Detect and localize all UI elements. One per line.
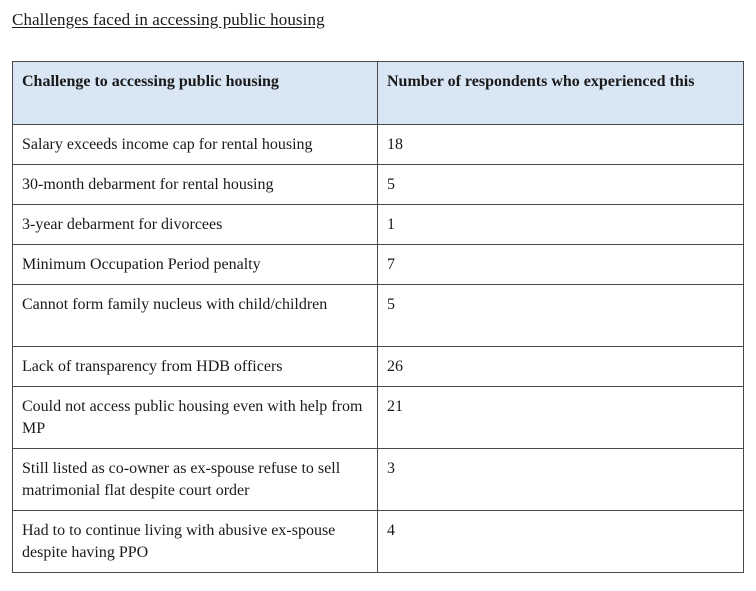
table-row: [13, 387, 744, 449]
table-row: [13, 511, 744, 573]
challenge-cell: 3-year debarment for divorcees: [13, 205, 378, 245]
header-challenge: Challenge to accessing public housing: [13, 62, 378, 125]
table-row: [13, 165, 744, 205]
count-cell: 5: [378, 165, 744, 205]
count-cell: 1: [378, 205, 744, 245]
count-cell: 26: [378, 347, 744, 387]
count-cell: 4: [378, 511, 744, 573]
table-row: [13, 285, 744, 347]
table-row: [13, 205, 744, 245]
table-caption: Challenges faced in accessing public housing: [12, 10, 325, 29]
challenge-cell: Could not access public housing even with help from MP: [13, 387, 378, 449]
challenge-cell: Still listed as co-owner as ex-spouse refuse to sell matrimonial flat despite court order: [13, 449, 378, 511]
challenge-cell: Salary exceeds income cap for rental housing: [13, 125, 378, 165]
table-header-row: [13, 62, 744, 125]
table-row: [13, 449, 744, 511]
count-cell: 3: [378, 449, 744, 511]
count-cell: 18: [378, 125, 744, 165]
challenge-cell: Had to to continue living with abusive ex-spouse despite having PPO: [13, 511, 378, 573]
count-cell: 7: [378, 245, 744, 285]
table-row: [13, 125, 744, 165]
challenge-cell: Lack of transparency from HDB officers: [13, 347, 378, 387]
challenge-cell: 30-month debarment for rental housing: [13, 165, 378, 205]
challenge-cell: Cannot form family nucleus with child/children: [13, 285, 378, 347]
count-cell: 5: [378, 285, 744, 347]
challenges-table: [12, 61, 744, 573]
header-respondent-count: Number of respondents who experienced this: [378, 62, 744, 125]
table-row: [13, 347, 744, 387]
table-row: [13, 245, 744, 285]
challenge-cell: Minimum Occupation Period penalty: [13, 245, 378, 285]
count-cell: 21: [378, 387, 744, 449]
